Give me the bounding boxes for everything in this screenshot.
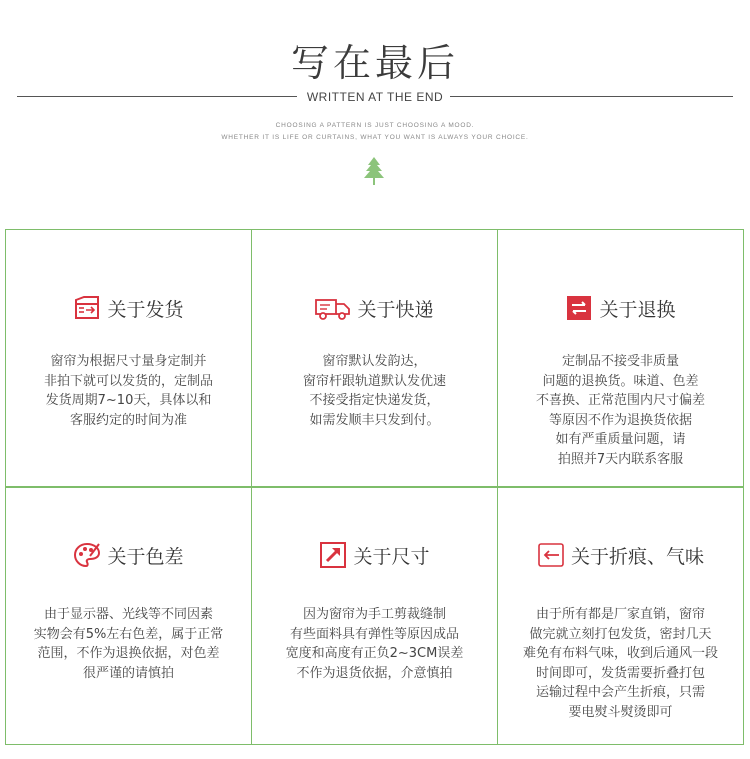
card-color-difference [6, 488, 251, 744]
card-title: 关于尺寸 [353, 545, 430, 568]
card-title: 关于退换 [599, 298, 676, 321]
card-text [498, 605, 743, 723]
text-line: 不作为退货依据，介意慎拍 [296, 665, 453, 681]
card-heading [6, 293, 251, 323]
size-arrow-icon [319, 541, 347, 569]
text-line: 由于所有都是厂家直销，窗帘 [535, 607, 705, 622]
text-line: 拍照并7天内联系客服 [557, 451, 684, 467]
info-grid [5, 229, 744, 745]
card-title: 关于折痕、气味 [570, 545, 704, 568]
card-courier [252, 230, 497, 486]
card-heading [498, 540, 743, 570]
card-title: 关于快递 [357, 298, 434, 321]
card-text [252, 605, 497, 683]
return-arrow-icon [537, 541, 565, 569]
tree-icon [363, 156, 385, 186]
text-line: 实物会有5%左右色差，属于正常 [33, 626, 224, 642]
tagline-line-1: CHOOSING A PATTERN IS JUST CHOOSING A MOOD. [275, 122, 475, 129]
text-line: 由于显示器、光线等不同因素 [43, 607, 213, 622]
card-text [498, 352, 743, 470]
text-line: 如有严重质量问题，请 [555, 432, 686, 448]
text-line: 定制品不接受非质量 [561, 354, 679, 369]
text-line: 窗帘杆跟轨道默认发优速 [302, 373, 446, 389]
text-line: 因为窗帘为手工剪裁缝制 [302, 607, 446, 622]
text-line: 很严谨的请慎拍 [82, 665, 174, 681]
tagline-line-2: WHETHER IT IS LIFE OR CURTAINS, WHAT YOU WANT IS ALWAYS YOUR CHOICE. [221, 134, 529, 141]
divider-line-right [450, 96, 733, 97]
card-text [252, 352, 497, 430]
card-size [252, 488, 497, 744]
card-text [6, 352, 251, 430]
card-heading [6, 540, 251, 570]
text-line: 等原因不作为退换货依据 [548, 412, 692, 428]
page-subtitle: WRITTEN AT THE END [306, 90, 444, 104]
card-title: 关于色差 [107, 545, 184, 568]
text-line: 做完就立刻打包发货，密封几天 [529, 626, 712, 642]
text-line: 如需发顺丰只发到付。 [309, 412, 440, 428]
page-title: 写在最后 [290, 41, 459, 85]
exchange-arrows-icon [565, 294, 593, 322]
shipping-box-icon [73, 294, 101, 322]
card-title: 关于发货 [107, 298, 184, 321]
text-line: 运输过程中会产生折痕，只需 [535, 685, 705, 701]
text-line: 问题的退换货。味道、色差 [542, 373, 699, 389]
text-line: 客服约定的时间为准 [69, 412, 187, 428]
card-heading [252, 540, 497, 570]
text-line: 范围，不作为退换依据，对色差 [37, 646, 220, 662]
subtitle-row [17, 89, 733, 105]
text-line: 有些面料具有弹性等原因成品 [289, 626, 459, 642]
text-line: 要电熨斗熨烫即可 [568, 704, 673, 720]
text-line: 宽度和高度有正负2~3CM误差 [285, 646, 464, 662]
card-heading [498, 293, 743, 323]
delivery-truck-icon [315, 294, 351, 322]
page-header [0, 0, 750, 230]
card-shipping [6, 230, 251, 486]
color-palette-icon [73, 541, 101, 569]
text-line: 难免有布料气味，收到后通风一段 [522, 646, 718, 662]
card-returns [498, 230, 743, 486]
card-text [6, 605, 251, 683]
text-line: 不喜换、正常范围内尺寸偏差 [535, 393, 705, 409]
card-heading [252, 293, 497, 323]
card-creases-odor [498, 488, 743, 744]
text-line: 窗帘为根据尺寸量身定制并 [50, 354, 207, 369]
text-line: 非拍下就可以发货的，定制品 [43, 373, 213, 389]
text-line: 窗帘默认发韵达， [322, 354, 427, 369]
text-line: 时间即可，发货需要折叠打包 [535, 665, 705, 681]
text-line: 不接受指定快递发货， [309, 393, 440, 409]
text-line: 发货周期7~10天，具体以和 [45, 393, 212, 409]
